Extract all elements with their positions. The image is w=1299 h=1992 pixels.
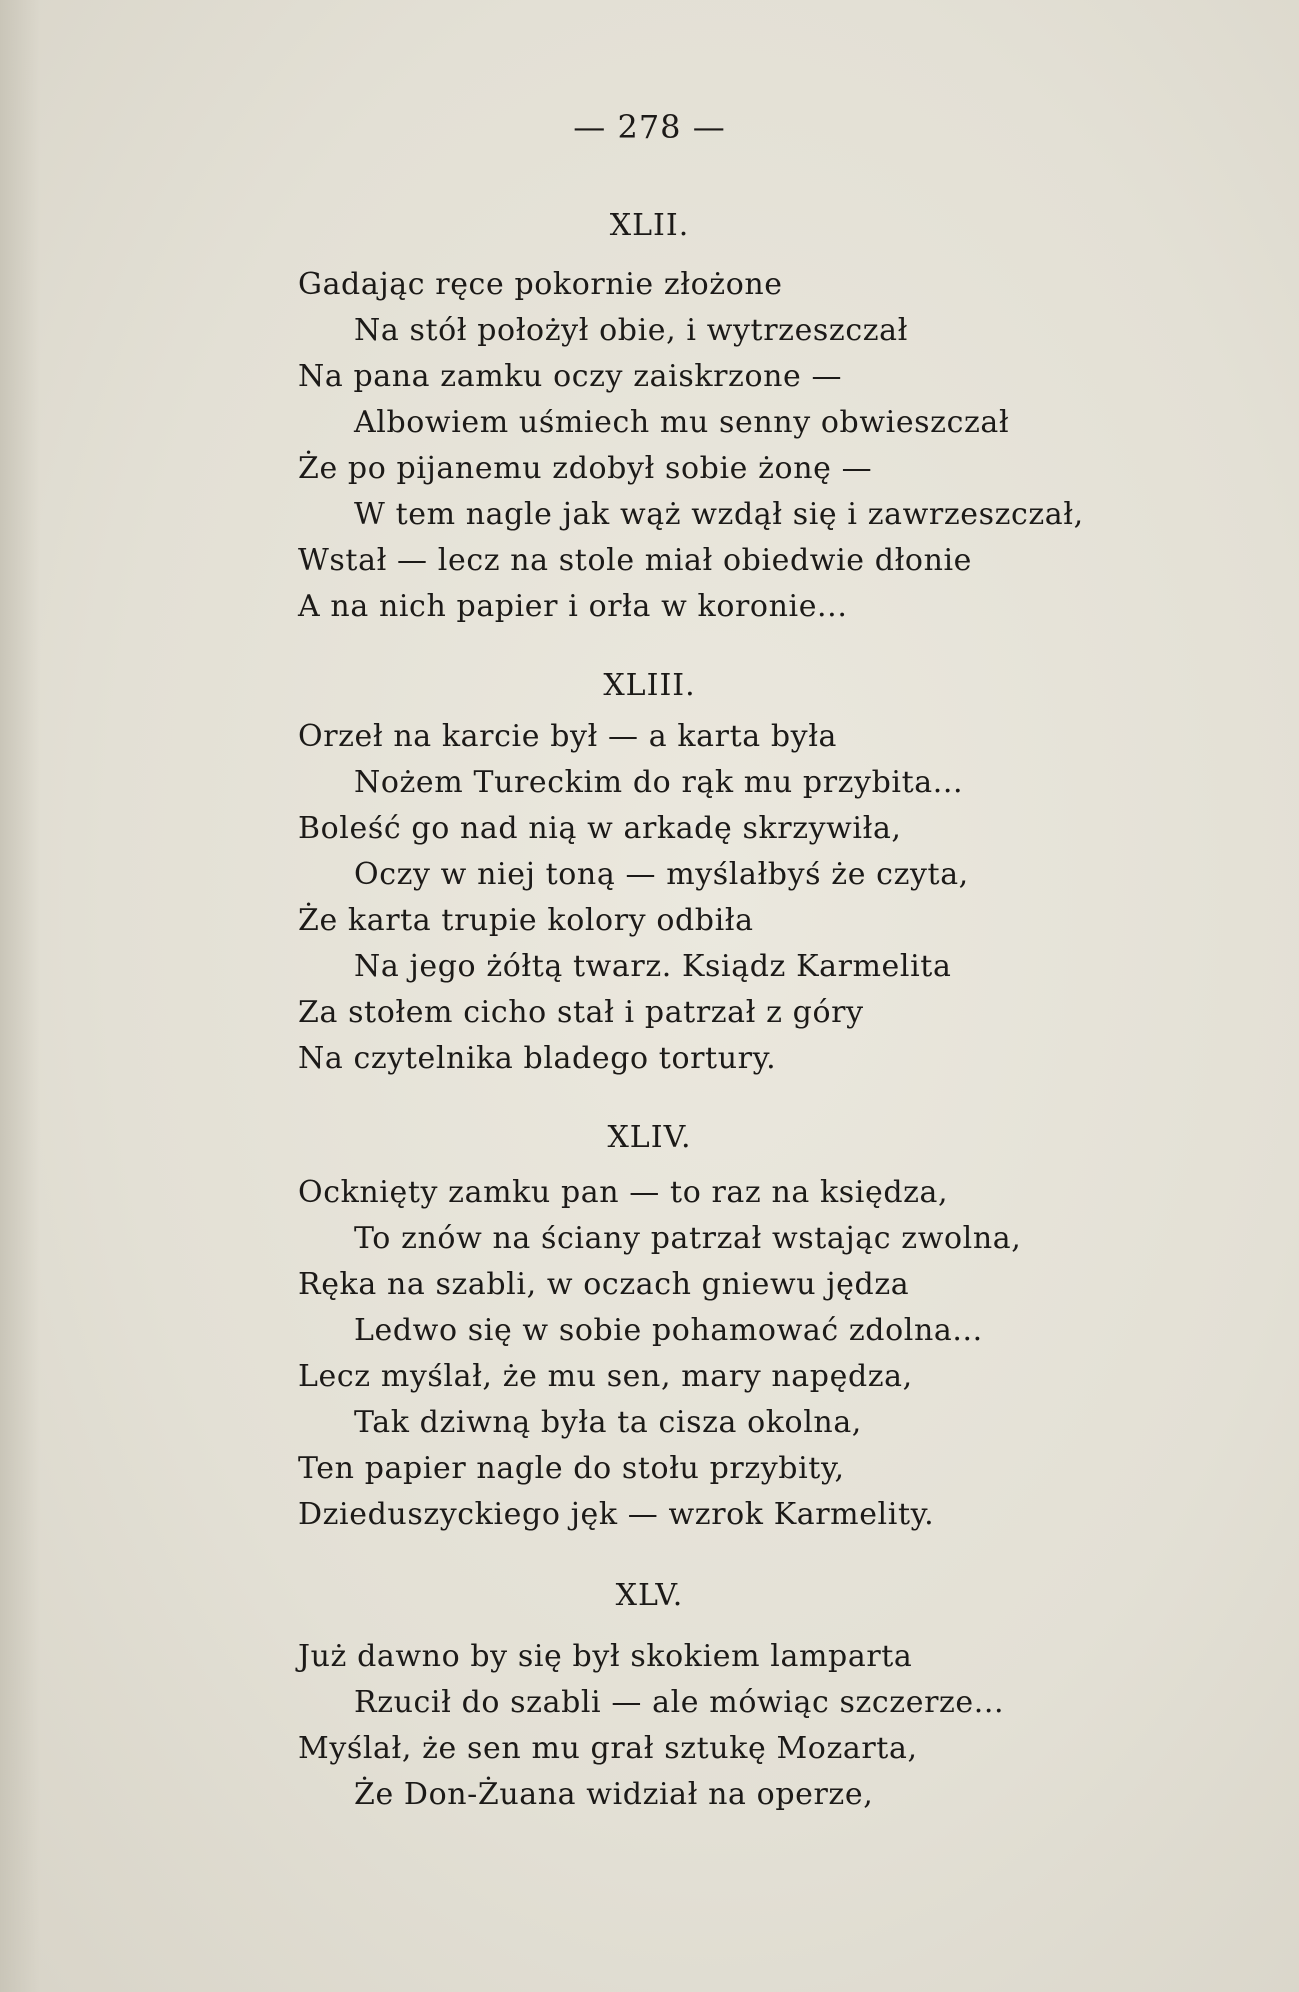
verse-line: To znów na ściany patrzał wstając zwolna, [354,1221,1022,1256]
verse-line: Że karta trupie kolory odbiła [298,903,754,938]
verse-line: Że po pijanemu zdobył sobie żonę — [298,451,873,486]
verse-line: Boleść go nad nią w arkadę skrzywiła, [298,811,902,846]
verse-line: A na nich papier i orła w koronie... [298,589,848,624]
verse-line: Orzeł na karcie był — a karta była [298,719,838,754]
verse-line: Dzieduszyckiego jęk — wzrok Karmelity. [298,1497,935,1532]
page-gutter-shadow [0,0,40,1992]
verse-line: Nożem Tureckim do rąk mu przybita... [354,765,964,800]
verse-line: Wstał — lecz na stole miał obiedwie dłonie [298,543,973,578]
verse-line: Za stołem cicho stał i patrzał z góry [298,995,864,1030]
verse-line: Albowiem uśmiech mu senny obwieszczał [354,405,1010,440]
stanza-title: XLV. [615,1578,684,1613]
verse-line: Gadając ręce pokornie złożone [298,267,783,302]
verse-line: Myślał, że sen mu grał sztukę Mozarta, [298,1731,918,1766]
verse-line: Na stół położył obie, i wytrzeszczał [354,313,908,348]
verse-line: Na pana zamku oczy zaiskrzone — [298,359,843,394]
verse-line: W tem nagle jak wąż wzdął się i zawrzeszczał, [354,497,1084,532]
stanza-title: XLIV. [607,1120,692,1155]
verse-line: Ten papier nagle do stołu przybity, [298,1451,845,1486]
verse-line: Tak dziwną była ta cisza okolna, [354,1405,862,1440]
verse-line: Ledwo się w sobie pohamować zdolna... [354,1313,983,1348]
verse-line: Na jego żółtą twarz. Ksiądz Karmelita [354,949,952,984]
verse-line: Na czytelnika bladego tortury. [298,1041,777,1076]
verse-line: Lecz myślał, że mu sen, mary napędza, [298,1359,913,1394]
verse-line: Już dawno by się był skokiem lamparta [298,1639,913,1674]
verse-line: Oczy w niej toną — myślałbyś że czyta, [354,857,969,892]
page-number: — 278 — [573,108,726,146]
stanza-title: XLIII. [603,668,696,703]
verse-line: Rzucił do szabli — ale mówiąc szczerze... [354,1685,1005,1720]
stanza-title: XLII. [609,208,690,243]
verse-line: Ręka na szabli, w oczach gniewu jędza [298,1267,910,1302]
verse-line: Że Don-Żuana widział na operze, [354,1777,874,1812]
verse-line: Ocknięty zamku pan — to raz na księdza, [298,1175,949,1210]
